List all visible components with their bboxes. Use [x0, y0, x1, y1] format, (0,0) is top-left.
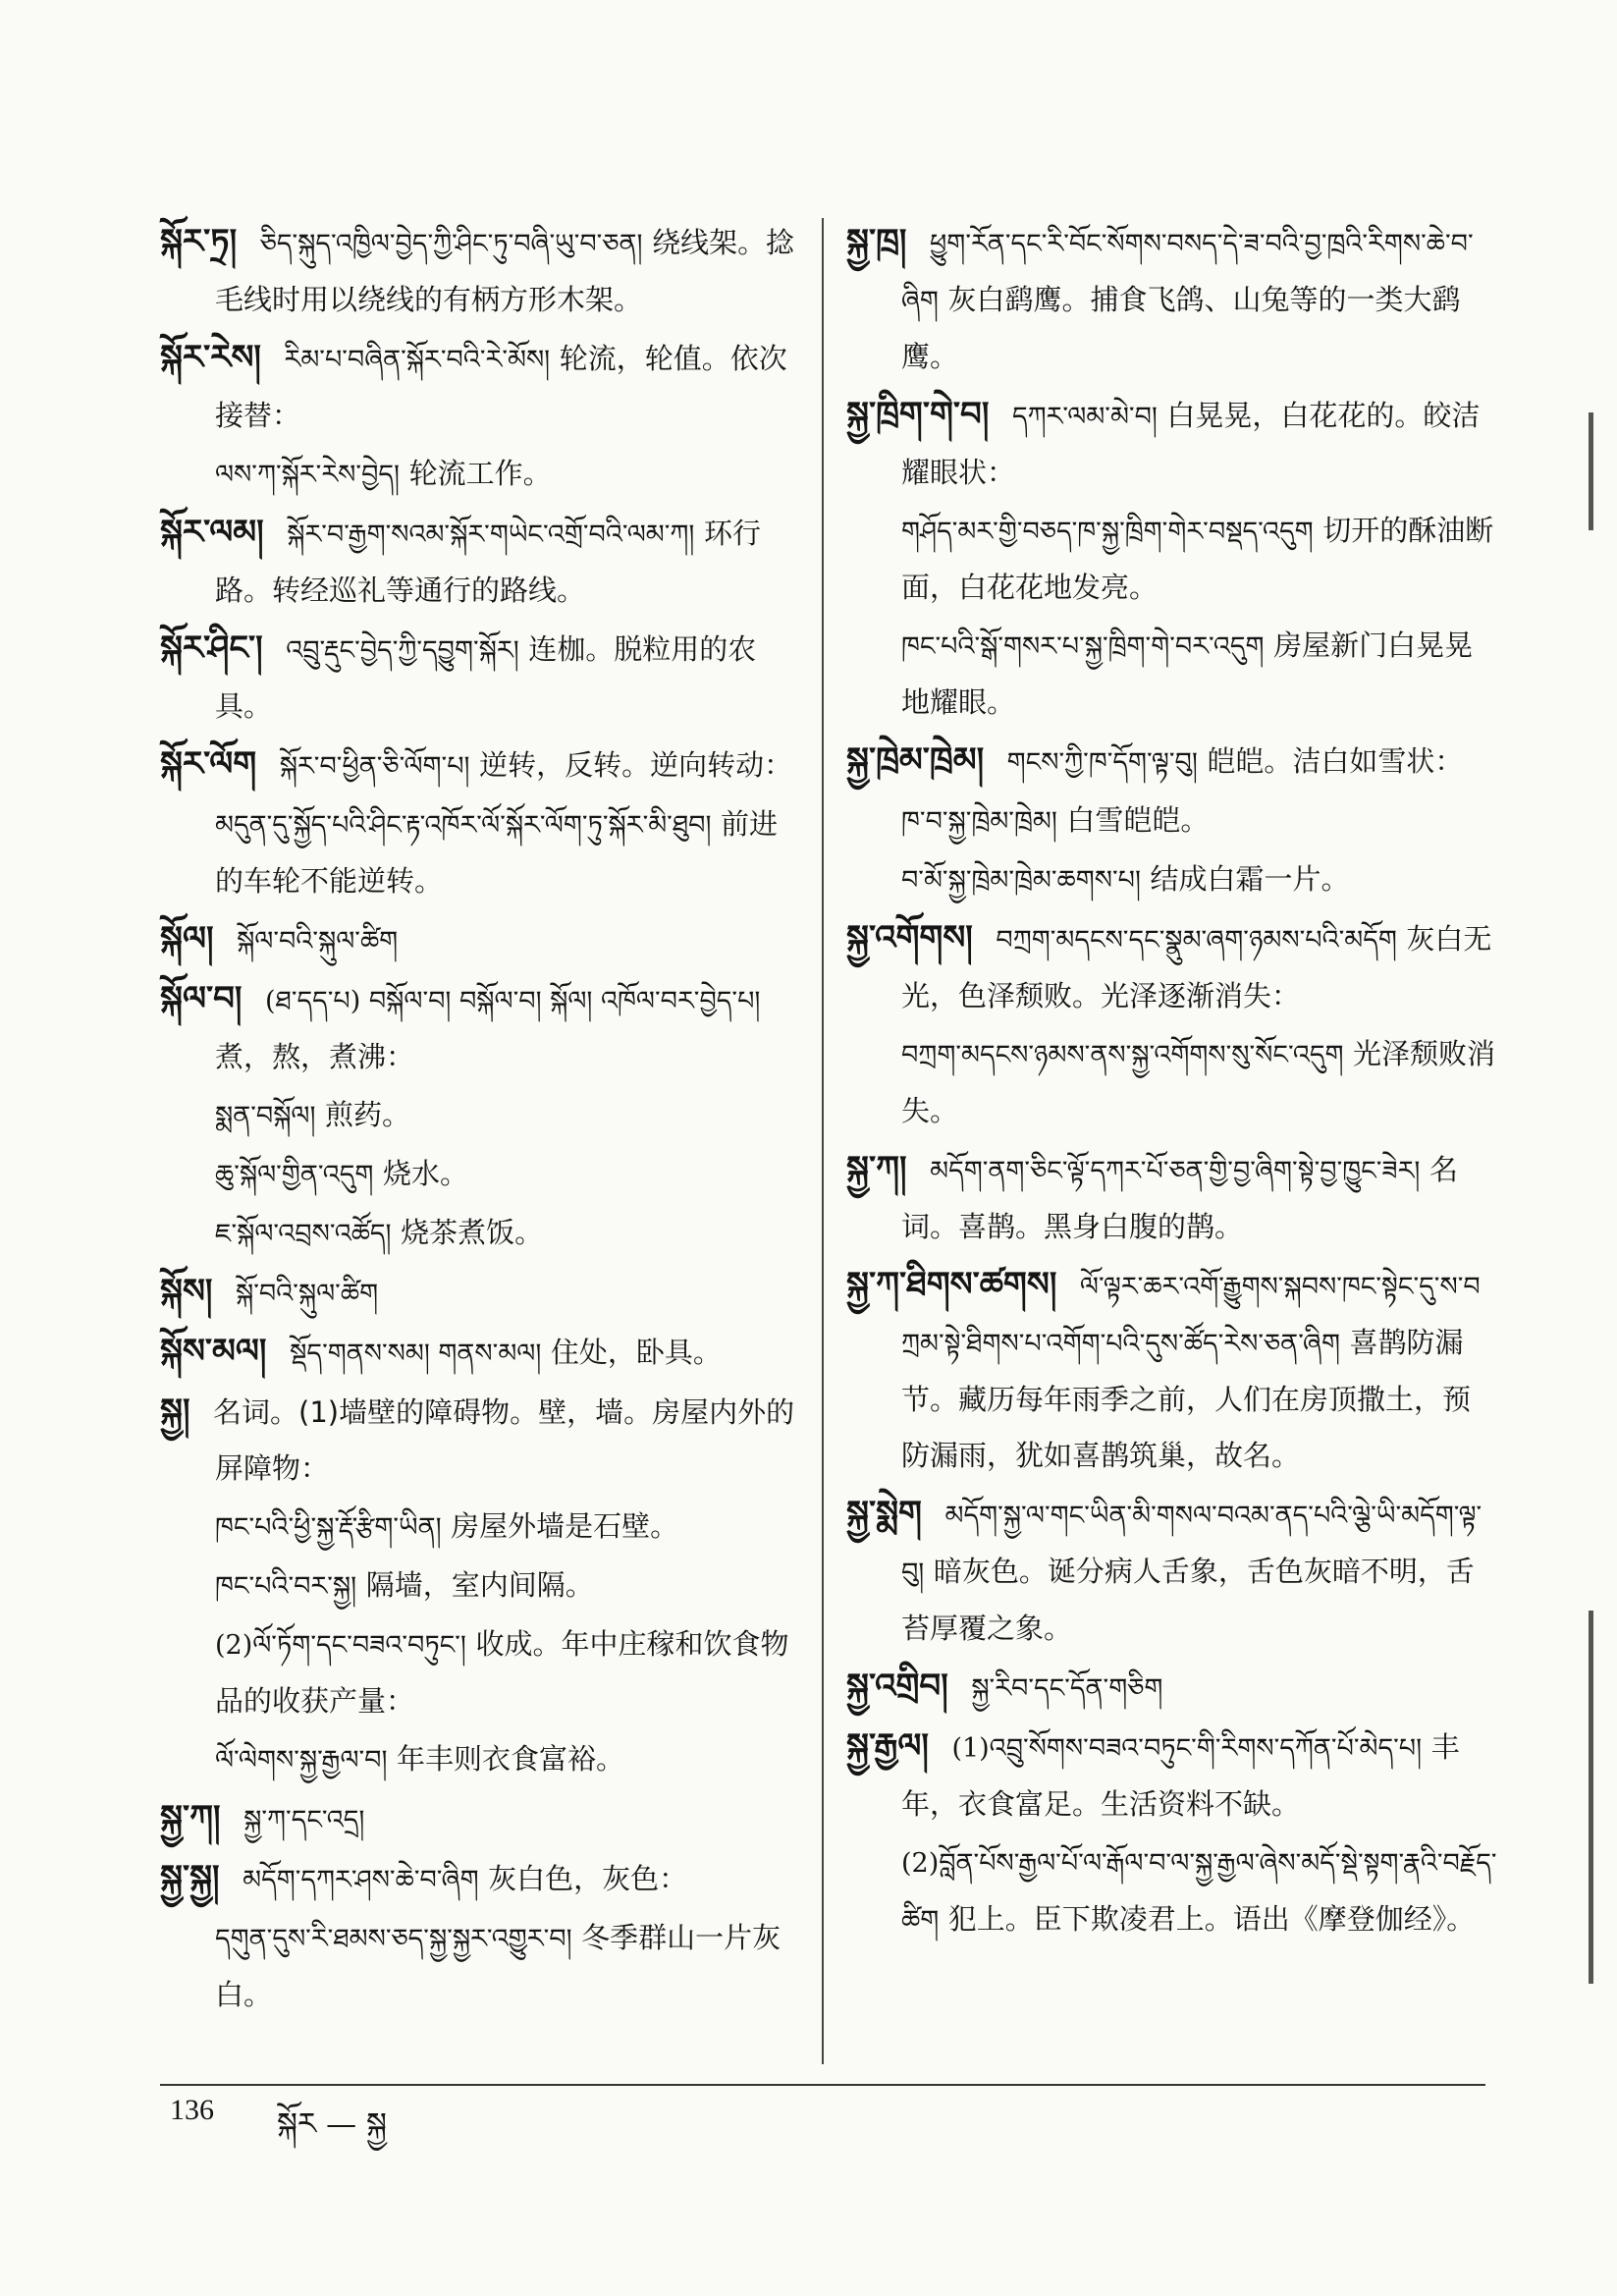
tibetan-definition: ལོ་ལེགས་སྐྱ་རྒྱལ་བ།	[215, 1745, 388, 1776]
tibetan-definition: རིམ་པ་བཞིན་སྐོར་བའི་རེ་མོས།	[284, 345, 551, 375]
tibetan-definition: ཁང་པའི་སྒོ་གསར་པ་སྐྱ་ཁྲིག་གེ་བར་འདུག	[901, 631, 1265, 662]
dictionary-entry	[846, 1141, 1498, 1255]
chinese-definition: 灰白色，灰色：	[488, 1862, 688, 1895]
tibetan-definition: སྐོལ་བའི་སྐུལ་ཚིག	[237, 926, 399, 957]
headword: སྐྱ་འགོགས།	[846, 918, 973, 957]
headword: སྐྱ་ཁྲེམ་ཁྲེམ།	[846, 740, 985, 780]
tibetan-definition: (ཐ་དད་པ) བསྐོལ་བ། བསྐོལ་བ། སྐོལ། འཁོལ་བར་བྱེད་པ།	[264, 986, 761, 1016]
dictionary-entry	[846, 618, 1498, 731]
footer-rule	[160, 2084, 1485, 2086]
chinese-definition: 房屋外墙是石壁。	[451, 1509, 679, 1543]
tibetan-definition: སྡོད་གནས་སམ། གནས་མལ།	[290, 1339, 542, 1369]
chinese-definition: 冬季群山一片灰白。	[215, 1921, 782, 2011]
dictionary-entry	[160, 971, 796, 1085]
chinese-definition: 煎药。	[325, 1098, 411, 1131]
dictionary-entry	[160, 1850, 796, 1908]
dictionary-entry	[846, 733, 1498, 791]
dictionary-entry	[160, 1087, 796, 1144]
headword: སྐོར་ལམ།	[160, 513, 264, 552]
chinese-definition: 房屋新门白晃晃地耀眼。	[901, 629, 1474, 719]
tibetan-definition: ཁང་པའི་ཕྱི་སྐྱ་རྡོ་རྩིག་ཡིན།	[215, 1512, 442, 1543]
dictionary-entry	[160, 1384, 796, 1497]
tibetan-definition: མདོག་དཀར་ཤས་ཆེ་བ་ཞིག	[243, 1865, 479, 1895]
chinese-definition: 名词。喜鹊。黑身白腹的鹊。	[901, 1153, 1458, 1243]
headword: སྐྱ་ཁྲ།	[846, 222, 907, 261]
dictionary-entry	[846, 503, 1498, 616]
chinese-definition: 切开的酥油断面，白花花地发亮。	[901, 514, 1494, 604]
headword: སྐོར་ཏྲ།	[160, 222, 238, 261]
headword: སྐྱ་སྐྱ།	[160, 1858, 220, 1897]
chinese-definition: 丰年，衣食富足。生活资料不缺。	[901, 1730, 1460, 1821]
dictionary-entry	[160, 737, 796, 794]
tibetan-definition: སྐྱ་རིབ་དང་དོན་གཅིག	[971, 1673, 1163, 1704]
page-number: 136	[170, 2094, 214, 2126]
chinese-definition: 灰白无光，色泽颓败。光泽逐渐消失：	[901, 922, 1492, 1012]
tibetan-definition: སྐོ་བའི་སྐུལ་ཚིག	[236, 1279, 379, 1309]
dictionary-entry	[160, 1731, 796, 1788]
headword: སྐྱ་ཀ།	[160, 1798, 221, 1837]
headword: སྐོལ།	[160, 919, 214, 958]
headword: སྐྱ་རྒྱལ།	[846, 1726, 929, 1766]
tibetan-definition: གངས་ཀྱི་ཁ་དོག་ལྟ་བུ།	[1006, 747, 1198, 778]
tibetan-definition: (2)ལོ་ཏོག་དང་བཟའ་བཏུང་།	[215, 1630, 466, 1661]
tibetan-definition: ཁང་པའི་བར་སྐྱ།	[215, 1571, 357, 1602]
dictionary-entry	[160, 1910, 796, 2023]
headword: སྐོར་ལོག	[160, 744, 257, 784]
tibetan-definition: འབྲུ་རྡུང་བྱེད་ཀྱི་དབྱུག་སྐོར།	[286, 635, 519, 666]
page-range: སྐོར — སྐྱ	[277, 2106, 387, 2142]
tibetan-definition: (2)བློན་པོས་རྒྱལ་པོ་ལ་རྒོལ་བ་ལ་སྐྱ་རྒྱལ་ཞེས་མདོ་སྡེ་སྟག་རྣའི་བརྗོད་ཚིག	[901, 1848, 1497, 1936]
dictionary-entry	[160, 1205, 796, 1262]
dictionary-entry	[846, 214, 1498, 385]
chinese-definition: 光泽颓败消失。	[901, 1037, 1496, 1127]
tibetan-definition: ལས་ཀ་སྐོར་རེས་བྱེད།	[215, 460, 401, 490]
dictionary-entry	[160, 796, 796, 909]
dictionary-entry	[160, 505, 796, 619]
headword: སྐྱ་ཁྲིག་གེ་བ།	[846, 395, 990, 434]
chinese-definition: 结成白霜一片。	[1150, 862, 1350, 896]
binding-mark	[1589, 1611, 1593, 1984]
tibetan-definition: སྨན་བསྐོལ།	[215, 1101, 316, 1131]
headword: སྐོས།	[160, 1272, 213, 1311]
dictionary-entry	[160, 446, 796, 503]
tibetan-definition: གཤོད་མར་གྱི་བཅད་ཁ་སྐྱ་ཁྲིག་གེར་བསྡད་འདུག	[901, 517, 1314, 547]
chinese-definition: 住处，卧具。	[550, 1336, 722, 1369]
dictionary-entry	[160, 1558, 796, 1614]
column-divider	[822, 218, 824, 2064]
chinese-definition: 名词。(1)墙壁的障碍物。壁，墙。房屋内外的屏障物：	[213, 1395, 795, 1485]
chinese-definition: 烧水。	[382, 1157, 468, 1190]
tibetan-definition: སྐོར་བ་ཕྱིན་ཅི་ལོག་པ།	[279, 751, 470, 782]
chinese-definition: 逆转，反转。逆向转动：	[479, 748, 793, 782]
chinese-definition: 前进的车轮不能逆转。	[215, 807, 779, 898]
tibetan-definition: བ་མོ་སྐྱ་ཁྲེམ་ཁྲེམ་ཆགས་པ།	[901, 865, 1141, 896]
dictionary-entry	[160, 1790, 796, 1848]
binding-mark	[1589, 412, 1593, 530]
dictionary-entry	[846, 1257, 1498, 1484]
chinese-definition: 白雪皑皑。	[1066, 803, 1210, 837]
right-column	[846, 214, 1498, 1950]
dictionary-entry	[160, 911, 796, 969]
dictionary-entry	[846, 1834, 1498, 1948]
chinese-definition: 皑皑。洁白如雪状：	[1207, 744, 1464, 778]
headword: སྐྱ་ཀ།	[846, 1149, 907, 1188]
headword: སྐྱ་སྨེག	[846, 1494, 922, 1533]
headword: སྐོར་རེས།	[160, 338, 261, 377]
tibetan-definition: བཀྲག་མདངས་དང་སྣུམ་ཞག་ཉམས་པའི་མདོག	[996, 925, 1397, 956]
chinese-definition: 白晃晃，白花花的。皎洁耀眼状：	[901, 399, 1481, 489]
tibetan-definition: ལོ་ལྟར་ཆར་འགོ་རྒྱུགས་སྐབས་ཁང་སྟེང་དུ་ས་བཀྲམ་སྟེ་ཐིགས་པ་འགོག་པའི་དུས་ཚོད་རེས་ཅན་ཞིག	[901, 1272, 1481, 1359]
chinese-definition: 收成。年中庄稼和饮食物品的收获产量：	[215, 1627, 789, 1718]
dictionary-entry	[846, 793, 1498, 849]
headword: སྐོལ་བ།	[160, 979, 243, 1018]
chinese-definition: 轮流工作。	[408, 457, 552, 490]
dictionary-entry	[160, 1616, 796, 1729]
chinese-definition: 年丰则衣食富裕。	[397, 1742, 625, 1776]
chinese-definition: 煮，熬，煮沸：	[215, 1040, 415, 1073]
dictionary-entry	[160, 1264, 796, 1322]
chinese-definition: 灰白鹞鹰。捕食飞鸽、山兔等的一类大鹞鹰。	[901, 283, 1461, 373]
dictionary-entry	[846, 387, 1498, 501]
tibetan-definition: སྐོར་བ་རྒྱག་སའམ་སྐོར་གཡེང་འགྲོ་བའི་ལམ་ཀ།	[287, 519, 695, 550]
tibetan-definition: སྐྱ་ཀ་དང་འདྲ།	[243, 1805, 365, 1835]
dictionary-entry	[846, 1719, 1498, 1832]
chinese-definition: 犯上。臣下欺凌君上。语出《摩登伽经》。	[947, 1902, 1476, 1936]
headword: སྐྱ་ཀ་ཐིགས་ཚགས།	[846, 1265, 1057, 1304]
dictionary-entry	[160, 1499, 796, 1556]
dictionary-entry	[160, 621, 796, 735]
headword: སྐྱ།	[160, 1392, 190, 1431]
left-column	[160, 214, 796, 2025]
chinese-definition: 连枷。脱粒用的农具。	[215, 632, 757, 723]
tibetan-definition: ཇ་སྐོལ་འབྲས་འཚོད།	[215, 1219, 392, 1249]
chinese-definition: 轮流，轮值。依次接替：	[215, 342, 787, 432]
dictionary-entry	[160, 330, 796, 444]
dictionary-entry	[160, 1146, 796, 1203]
headword: སྐོས་མལ།	[160, 1332, 267, 1371]
dictionary-entry	[846, 1486, 1498, 1657]
chinese-definition: 环行路。转经巡礼等通行的路线。	[215, 517, 761, 607]
chinese-definition: 喜鹊防漏节。藏历每年雨季之前，人们在房顶撒土，预防漏雨，犹如喜鹊筑巢，故名。	[901, 1326, 1472, 1472]
tibetan-definition: དགུན་དུས་རི་ཐམས་ཅད་སྐྱ་སྐྱར་འགྱུར་བ།	[215, 1924, 572, 1954]
dictionary-entry	[846, 1026, 1498, 1139]
dictionary-entry	[160, 214, 796, 328]
tibetan-definition: ཁ་བ་སྐྱ་ཁྲེམ་ཁྲེམ།	[901, 806, 1057, 837]
tibetan-definition: ཕྱུག་རོན་དང་རི་བོང་སོགས་བསད་དེ་ཟ་བའི་བྱ་ཁྲའི་རིགས་ཆེ་བ་ཞིག	[901, 229, 1474, 316]
dictionary-entry	[846, 1659, 1498, 1717]
headword: སྐྱ་འགྲིབ།	[846, 1667, 948, 1706]
chinese-definition: 暗灰色。诞分病人舌象，舌色灰暗不明，舌苔厚覆之象。	[901, 1555, 1475, 1645]
dictionary-entry	[846, 910, 1498, 1024]
tibetan-definition: བཀྲག་མདངས་ཉམས་ནས་སྐྱ་འགོགས་སུ་སོང་འདུག	[901, 1040, 1344, 1070]
tibetan-definition: ཅིད་སྐུད་འཁྱིལ་བྱེད་ཀྱི་ཤིང་ཏུ་བཞི་ཡུ་བ་ཅན།	[259, 229, 643, 259]
tibetan-definition: མདོག་སྐྱ་ལ་གང་ཡིན་མི་གསལ་བའམ་ནད་པའི་ལྕེ་ཡི་མདོག་ལྟ་བུ།	[901, 1501, 1482, 1588]
tibetan-definition: མདོག་ནག་ཅིང་ལྟོ་དཀར་པོ་ཅན་གྱི་བྱ་ཞིག་སྟེ་བྱ་ཁྱུང་ཟེར།	[930, 1156, 1421, 1186]
tibetan-definition: དཀར་ལམ་མེ་བ།	[1011, 402, 1158, 432]
dictionary-entry	[846, 851, 1498, 908]
tibetan-definition: ཆུ་སྐོལ་གྱིན་འདུག	[215, 1160, 374, 1190]
chinese-definition: 烧茶煮饭。	[401, 1216, 544, 1249]
dictionary-entry	[160, 1324, 796, 1382]
chinese-definition: 隔墙，室内间隔。	[365, 1568, 594, 1602]
headword: སྐོར་ཤིང་།	[160, 629, 263, 668]
tibetan-definition: མདུན་དུ་སྐྱོད་པའི་ཤིང་རྟ་འཁོར་ལོ་སྐོར་ལོག་ཏུ་སྐོར་མི་ཐུབ།	[215, 810, 712, 841]
chinese-definition: 绕线架。捻毛线时用以绕线的有柄方形木架。	[215, 226, 795, 316]
tibetan-definition: (1)འབྲུ་སོགས་བཟའ་བཏུང་གི་རིགས་དཀོན་པོ་མེད་པ།	[951, 1733, 1423, 1764]
